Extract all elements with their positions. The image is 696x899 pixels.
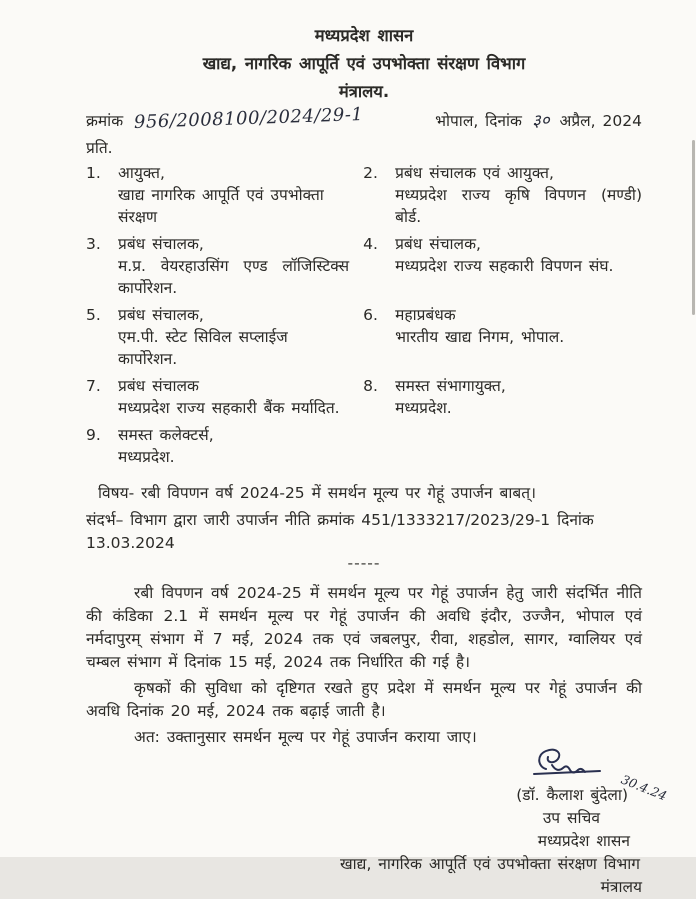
recipient-line: प्रबंध संचालक एवं आयुक्त, — [395, 164, 554, 182]
letterhead — [86, 22, 642, 106]
recipient-number: 1. — [86, 164, 101, 182]
signature-block — [86, 743, 670, 899]
place-date-prefix: भोपाल, दिनांक — [435, 112, 522, 130]
reference-number-label: क्रमांक — [86, 112, 124, 130]
recipient-line: समस्त कलेक्टर्स, — [118, 426, 214, 444]
recipient-2 — [363, 162, 642, 228]
recipient-line: प्रबंध संचालक, — [118, 235, 204, 253]
recipient-line: भारतीय खाद्य निगम, भोपाल. — [395, 328, 565, 346]
recipient-text — [395, 233, 642, 277]
recipient-text — [118, 304, 349, 370]
subject-line: विषय- रबी विपणन वर्ष 2024-25 में समर्थन मूल्य पर गेहूं उपार्जन बाबत्। — [98, 484, 536, 502]
scan-edge-artifact — [692, 140, 695, 315]
recipient-text — [395, 162, 642, 228]
place-and-date — [435, 110, 642, 132]
recipient-line: महाप्रबंधक — [395, 306, 456, 324]
recipient-line: मध्यप्रदेश. — [118, 448, 175, 466]
recipient-1 — [86, 162, 349, 228]
signatory-government: मध्यप्रदेश शासन — [537, 832, 630, 850]
reference-number-handwritten: 956/2008100/2024/29-1 — [133, 104, 364, 133]
reference-number-row — [86, 104, 642, 133]
recipient-text — [118, 162, 349, 228]
recipient-line: समस्त संभागायुक्त, — [395, 377, 506, 395]
recipient-line: एम.पी. स्टेट सिविल सप्लाईज कार्पोरेशन. — [118, 328, 288, 368]
recipient-number: 6. — [363, 306, 378, 324]
recipient-line: कार्पोरेशन. — [118, 279, 178, 297]
separator-dashes: ----- — [347, 554, 381, 572]
recipient-text — [118, 424, 349, 468]
signatory-designation: उप सचिव — [542, 809, 600, 827]
recipient-number: 4. — [363, 235, 378, 253]
recipient-6 — [363, 304, 642, 370]
to-label: प्रति. — [86, 139, 113, 157]
recipient-line: मध्यप्रदेश राज्य सहकारी बैंक मर्यादित. — [118, 399, 340, 417]
recipient-list — [86, 162, 642, 468]
letterhead-department: खाद्य, नागरिक आपूर्ति एवं उपभोक्ता संरक्षण विभाग — [202, 54, 526, 73]
recipient-4 — [363, 233, 642, 299]
recipient-text — [118, 375, 349, 419]
date-day-handwritten: ३० — [531, 110, 551, 132]
recipient-line: प्रबंध संचालक, — [118, 306, 204, 324]
recipient-line: मध्यप्रदेश. — [395, 399, 452, 417]
recipient-3 — [86, 233, 349, 299]
recipient-number: 8. — [363, 377, 378, 395]
reference-number — [86, 104, 364, 133]
recipient-7 — [86, 375, 349, 419]
recipient-line: आयुक्त, — [118, 164, 165, 182]
reference-line: संदर्भ– विभाग द्वारा जारी उपार्जन नीति क्रमांक 451/1333217/2023/29-1 दिनांक 13.03.2024 — [86, 511, 594, 552]
signatory-name-text: (डॉ. कैलाश बुंदेला) — [516, 786, 628, 804]
recipient-number: 5. — [86, 306, 101, 324]
recipient-text — [395, 304, 642, 348]
recipient-8 — [363, 375, 642, 419]
body-paragraph-2: कृषकों की सुविधा को दृष्टिगत रखते हुए प्रदेश में समर्थन मूल्य पर गेहूं उपार्जन की अवधि दिनांक 20 मई, 2024 तक बढ़ाई जाती है। — [86, 679, 642, 720]
recipient-text — [118, 233, 349, 299]
recipient-line: म.प्र. वेयरहाउसिंग एण्ड लॉजिस्टिक्स — [118, 257, 350, 275]
recipient-number: 3. — [86, 235, 101, 253]
recipient-number: 2. — [363, 164, 378, 182]
recipient-line: बोर्ड. — [395, 208, 422, 226]
recipient-line: प्रबंध संचालक, — [395, 235, 481, 253]
recipient-5 — [86, 304, 349, 370]
recipient-line: मध्यप्रदेश राज्य सहकारी विपणन संघ. — [395, 257, 614, 275]
body-paragraph-3: अत: उक्तानुसार समर्थन मूल्य पर गेहूं उपार्जन कराया जाए। — [134, 728, 477, 746]
signature-date-handwritten: 30.4.24 — [619, 771, 670, 804]
recipient-number: 7. — [86, 377, 101, 395]
letterhead-government: मध्यप्रदेश शासन — [314, 26, 414, 45]
signatory-name — [516, 771, 670, 807]
signatory-department: खाद्य, नागरिक आपूर्ति एवं उपभोक्ता संरक्षण विभाग — [339, 855, 640, 873]
recipient-line: प्रबंध संचालक — [118, 377, 199, 395]
letterhead-ministry: मंत्रालय. — [338, 82, 390, 101]
signature-handwriting-icon — [522, 743, 626, 783]
recipient-text — [395, 375, 642, 419]
date-month-year: अप्रैल, 2024 — [559, 112, 642, 130]
signatory-ministry: मंत्रालय — [600, 878, 642, 896]
recipient-number: 9. — [86, 426, 101, 444]
body-paragraph-1: रबी विपणन वर्ष 2024-25 में समर्थन मूल्य पर गेहूं उपार्जन हेतु जारी संदर्भित नीति की कंडिका 2.1 में समर्थन मूल्य पर गेहूं उपार्जन की अवधि इंदौर, उज्जैन, भोपाल एवं नर्मदापुरम् संभाग में 7 मई, 2024 तक एवं जबलपुर, रीवा, शहडोल, सागर, ग्वालियर एवं चम्बल संभाग में दिनांक 15 मई, 2024 तक निर्धारित की गई है। — [86, 584, 642, 671]
recipient-line: खाद्य नागरिक आपूर्ति एवं उपभोक्ता संरक्षण — [118, 186, 324, 226]
recipient-9 — [86, 424, 349, 468]
recipient-line: मध्यप्रदेश राज्य कृषि विपणन (मण्डी) — [395, 186, 642, 204]
